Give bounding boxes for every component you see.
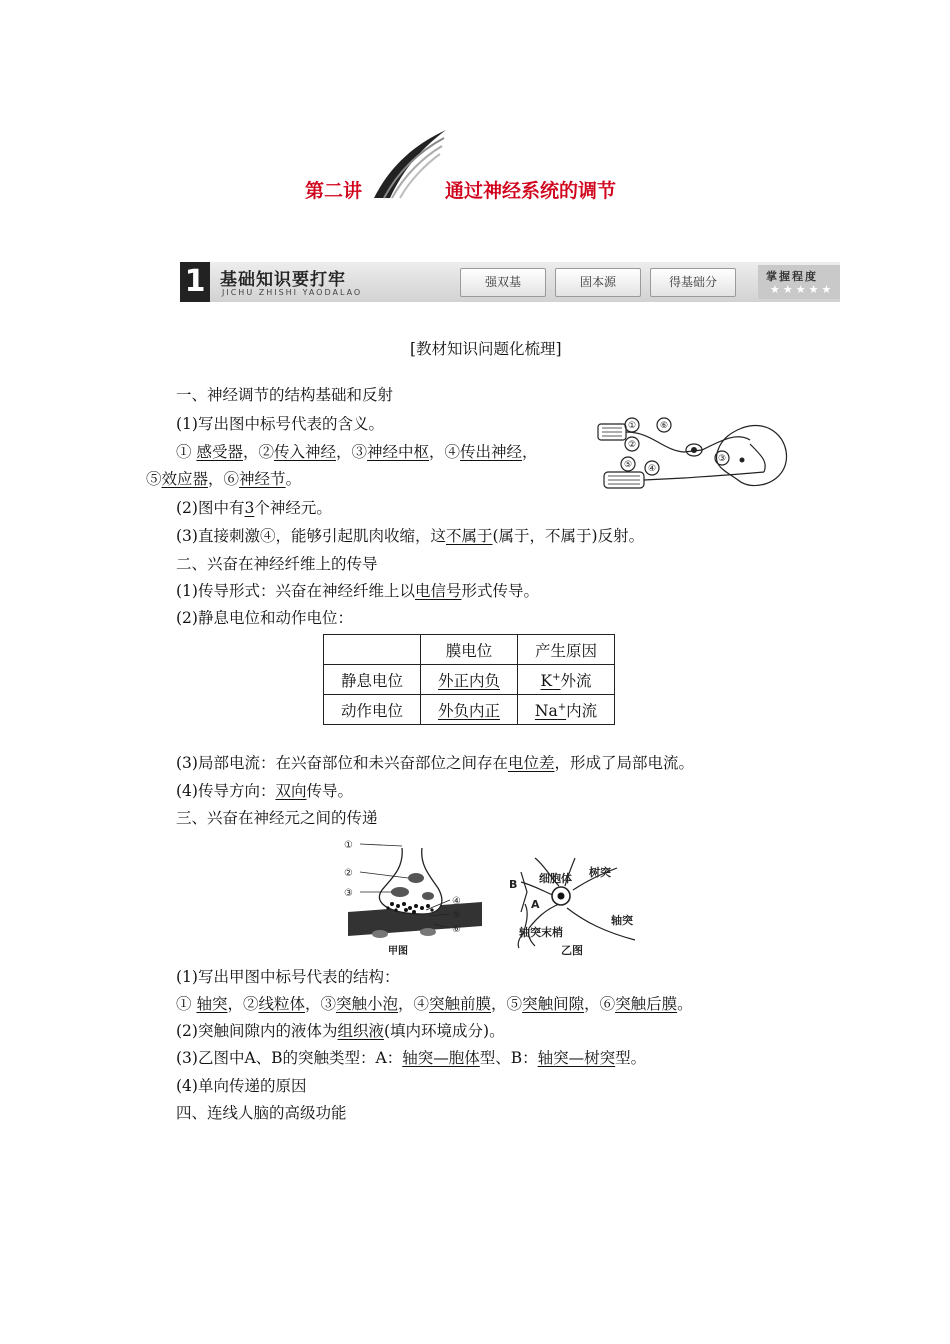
neuron-label-a: A xyxy=(531,898,540,911)
table-header-row xyxy=(324,635,615,665)
synapse-label-4: ④ xyxy=(452,896,461,907)
subtitle: [教材知识问题化梳理] xyxy=(410,340,562,358)
answer-axo-dendritic: 轴突—树突 xyxy=(537,1049,616,1067)
banner-pinyin: JICHU ZHISHI YAODALAO xyxy=(222,288,363,297)
answer-mitochondria: 线粒体 xyxy=(258,995,305,1013)
section2-q3: (3)局部电流：在兴奋部位和未兴奋部位之间存在电位差，形成了局部电流。 xyxy=(176,754,694,772)
button-qiang-shuang-ji[interactable]: 强双基 xyxy=(460,268,546,297)
answer-efferent-nerve: 传出神经 xyxy=(460,443,523,461)
answer-tissue-fluid: 组织液 xyxy=(337,1022,384,1040)
neuron-label-cell-body: 细胞体 xyxy=(539,872,572,885)
answer-not-reflex: 不属于 xyxy=(445,527,493,545)
section3-heading: 三、兴奋在神经元之间的传递 xyxy=(176,809,378,827)
lecture-number: 第二讲 xyxy=(305,180,363,202)
reflex-label-5: ⑤ xyxy=(623,460,633,470)
reflex-arc-diagram xyxy=(592,410,792,500)
synapse-label-2: ② xyxy=(344,868,353,879)
section1-answer-line2: ⑤效应器，⑥神经节。 xyxy=(146,470,302,488)
answer-potential-difference: 电位差 xyxy=(507,754,555,772)
answer-neuron-count: 3 xyxy=(244,499,255,517)
answer-receptor: 感受器 xyxy=(196,443,243,461)
answer-afferent-nerve: 传入神经 xyxy=(273,443,336,461)
answer-synaptic-cleft: 突触间隙 xyxy=(522,995,585,1013)
neuron-label-b: B xyxy=(509,878,518,891)
reflex-label-3: ③ xyxy=(717,454,727,464)
action-potential-value: 外负内正 xyxy=(437,701,500,720)
header-membrane-potential: 膜电位 xyxy=(421,635,518,665)
section3-answer-line: ① 轴突，②线粒体，③突触小泡，④突触前膜，⑤突触间隙，⑥突触后膜。 xyxy=(176,995,693,1013)
section-banner xyxy=(180,262,840,302)
table-row: 静息电位 外正内负 K+外流 xyxy=(324,665,615,695)
section2-heading: 二、兴奋在神经纤维上的传导 xyxy=(176,555,378,573)
answer-bidirectional: 双向 xyxy=(275,782,307,800)
synapse-label-5: ⑤ xyxy=(452,910,461,921)
neuron-label-dendrite: 树突 xyxy=(589,866,611,879)
mastery-level xyxy=(758,265,840,299)
neuron-label-axon: 轴突 xyxy=(611,914,633,927)
button-de-ji-chu-fen[interactable]: 得基础分 xyxy=(650,268,736,297)
synapse-label-1: ① xyxy=(344,840,353,851)
neuron-caption: 乙图 xyxy=(561,944,583,957)
section3-q2: (2)突触间隙内的液体为组织液(填内环境成分)。 xyxy=(176,1022,505,1040)
section1-q3: (3)直接刺激④，能够引起肌肉收缩，这不属于(属于，不属于)反射。 xyxy=(176,527,645,545)
answer-effector: 效应器 xyxy=(161,470,209,488)
banner-heading: 基础知识要打牢 xyxy=(220,270,346,290)
synapse-label-3: ③ xyxy=(344,888,353,899)
answer-nerve-center: 神经中枢 xyxy=(367,443,430,461)
membrane-potential-table xyxy=(323,634,615,725)
reflex-label-4: ④ xyxy=(647,464,657,474)
section2-q4: (4)传导方向：双向传导。 xyxy=(176,782,353,800)
section3-q3: (3)乙图中A、B的突触类型：A：轴突—胞体型、B：轴突—树突型。 xyxy=(176,1049,647,1067)
neuron-label-axon-terminal: 轴突末梢 xyxy=(519,926,563,939)
answer-ganglion: 神经节 xyxy=(239,470,286,488)
mastery-label: 掌握程度 xyxy=(766,270,818,283)
mastery-stars-icon: ★★★★★ xyxy=(770,283,835,296)
section3-q1: (1)写出甲图中标号代表的结构： xyxy=(176,968,400,986)
neuron-diagram xyxy=(505,852,650,962)
resting-potential-value: 外正内负 xyxy=(437,671,500,690)
reflex-label-6: ⑥ xyxy=(659,421,669,431)
section1-heading: 一、神经调节的结构基础和反射 xyxy=(176,386,394,404)
resting-ion: K+ xyxy=(540,671,561,690)
synapse-diagram xyxy=(342,838,487,960)
answer-electrical-signal: 电信号 xyxy=(414,582,462,600)
action-ion: Na+ xyxy=(534,701,567,720)
answer-presynaptic-membrane: 突触前膜 xyxy=(429,995,492,1013)
reflex-label-2: ② xyxy=(627,440,637,450)
banner-number: 1 xyxy=(180,262,210,302)
title-swoosh-decoration xyxy=(370,126,450,204)
button-gu-ben-yuan[interactable]: 固本源 xyxy=(555,268,641,297)
reflex-label-1: ① xyxy=(627,421,637,431)
answer-postsynaptic-membrane: 突触后膜 xyxy=(615,995,678,1013)
lecture-title: 通过神经系统的调节 xyxy=(445,180,617,202)
section4-heading: 四、连线人脑的高级功能 xyxy=(176,1104,347,1122)
answer-axo-somatic: 轴突—胞体 xyxy=(402,1049,480,1067)
section3-q4: (4)单向传递的原因 xyxy=(176,1077,307,1095)
section2-q2: (2)静息电位和动作电位： xyxy=(176,609,353,627)
section2-q1: (1)传导形式：兴奋在神经纤维上以电信号形式传导。 xyxy=(176,582,539,600)
section1-q2: (2)图中有3个神经元。 xyxy=(176,499,332,517)
synapse-caption: 甲图 xyxy=(388,946,408,957)
table-row: 动作电位 外负内正 Na+内流 xyxy=(324,695,615,725)
answer-axon: 轴突 xyxy=(196,995,228,1013)
answer-synaptic-vesicle: 突触小泡 xyxy=(336,995,399,1013)
row-name: 静息电位 xyxy=(324,665,421,695)
row-name: 动作电位 xyxy=(324,695,421,725)
header-cause: 产生原因 xyxy=(518,635,615,665)
section1-answer-line1: ① 感受器，②传入神经，③神经中枢，④传出神经， xyxy=(176,443,538,461)
section1-q1: (1)写出图中标号代表的含义。 xyxy=(176,415,384,433)
synapse-label-6: ⑥ xyxy=(452,924,461,935)
